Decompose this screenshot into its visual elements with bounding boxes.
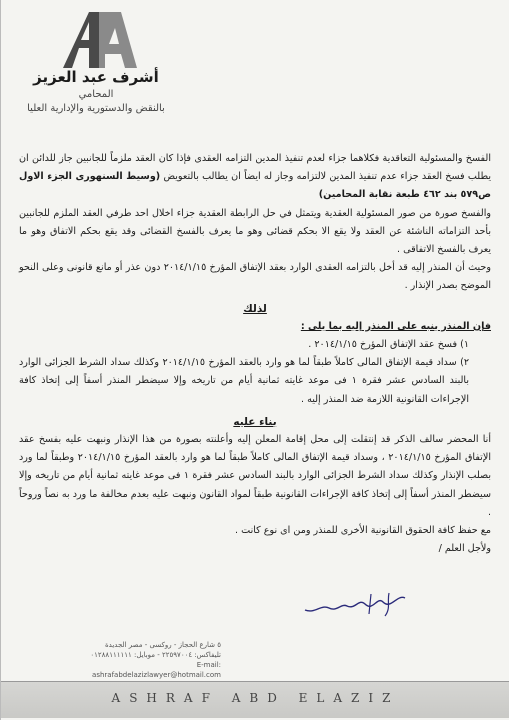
firm-specialty: بالنقض والدستورية والإدارية العليا [27, 103, 165, 114]
handwritten-signature [301, 590, 411, 620]
paragraph-breach: وحيث أن المنذر إليه قد أخل بالتزامه العقدى الوارد بعقد الإتفاق المؤرخ ٢٠١٤/١/١٥ دون عذر أو مانع قانونى وعلى النحو الموضح بصدر الإنذار . [19, 262, 491, 292]
document-body [19, 150, 491, 558]
firm-logo [59, 10, 139, 70]
footer-address: ٥ شارع الحجاز - روكسى - مصر الجديدة تليفاكس: ٢٢٥٩٧٠٠٤ - موبايل: ٠١٢٨٨١١١١١١ E-mail: ashrafabdelazizlawyer@hotmail.com [90, 641, 221, 679]
demand-item-1: ١) فسخ عقد الإتفاق المؤرخ ٢٠١٤/١/١٥ . [308, 339, 469, 351]
firm-name: أشرف عبد العزيز [33, 68, 159, 86]
heading-therefore: لذلك [243, 302, 267, 315]
paragraph-rescission: الفسخ والمسئولية التعاقدية فكلاهما جزاء لعدم تنفيذ المدين التزامه العقدى فإذا كان العقد ملزماً للجانبين جاز للدائن ان يطلب فسخ العقد جزاء عدم تنفيذ المدين لالتزامه وجاز له ايضاً ان يطالب بالتعويض (وسيط السنهورى الجزء الاول ص٥٧٩ بند ٤٦٢ طبعة نقابة المحامين) [19, 153, 491, 201]
legal-reference: (وسيط السنهورى الجزء الاول ص٥٧٩ بند ٤٦٢ طبعة نقابة المحامين) [19, 171, 491, 201]
footer-firm-name: ASHRAF ABD ELAZIZ [111, 691, 400, 705]
firm-title: المحامي [78, 89, 114, 100]
paragraph-rescission-types: والفسخ صورة من صور المسئولية العقدية ويتمثل في حل الرابطة العقدية جزاء اخلال احد طرفي العقد الملزم للجانبين بأحد التزاماته الناشئة عن العقد ولا يقع الا بحكم قضائى وهو ما يعرف بالفسخ القضائى وقد يقع بحكم الاتفاق وهو ما يعرف بالفسخ الاتفاقى . [19, 207, 491, 256]
heading-accordingly: بناء عليه [233, 415, 277, 428]
closing-line: ولأجل العلم / [438, 543, 491, 555]
warning-line: فإن المنذر ينبه على المنذر إليه بما يلى : [300, 320, 491, 332]
paragraph-rights-reserved: مع حفظ كافة الحقوق القانونية الأخرى للمنذر ومن اى نوع كانت . [235, 525, 491, 537]
demand-item-2: ٢) سداد قيمة الإتفاق المالى كاملاً طبقاً لما هو وارد بالعقد المؤرخ ٢٠١٤/١/١٥ وكذلك سداد الشرط الجزائى الوارد بالبند السادس عشر فقرة ١ فى موعد غايته ثمانية أيام من تاريخه وإلا سيضطر المنذر أسفاً إلى إتخاذ كافة الإجراءات القانونية اللازمة ضد المنذر إليه . [19, 357, 470, 405]
paragraph-bailiff: أنا المحضر سالف الذكر قد إنتقلت إلى محل إقامة المعلن إليه وأعلنته بصورة من هذا الإنذار ونبهت عليه بفسخ عقد الإتفاق المؤرخ ٢٠١٤/١/١٥ ، وسداد قيمة الإتفاق المالى كاملاً طبقاً لما هو وارد بالعقد المؤرخ ٢٠١٤/١/١٥ وطبقاً لما ورد بصلب الإنذار وكذلك سداد الشرط الجزائى الوارد بالبند السادس عشر فقرة ١ فى موعد غايته ثمانية أيام من تاريخه وإلا سيضطر المنذر أسفاً إلى إتخاذ كافة الإجراءات القانونية طبقاً لمواد القانون ونبهت عليه بعدم مخالفة ما ورد به نصاً وروحاً . [19, 434, 491, 518]
